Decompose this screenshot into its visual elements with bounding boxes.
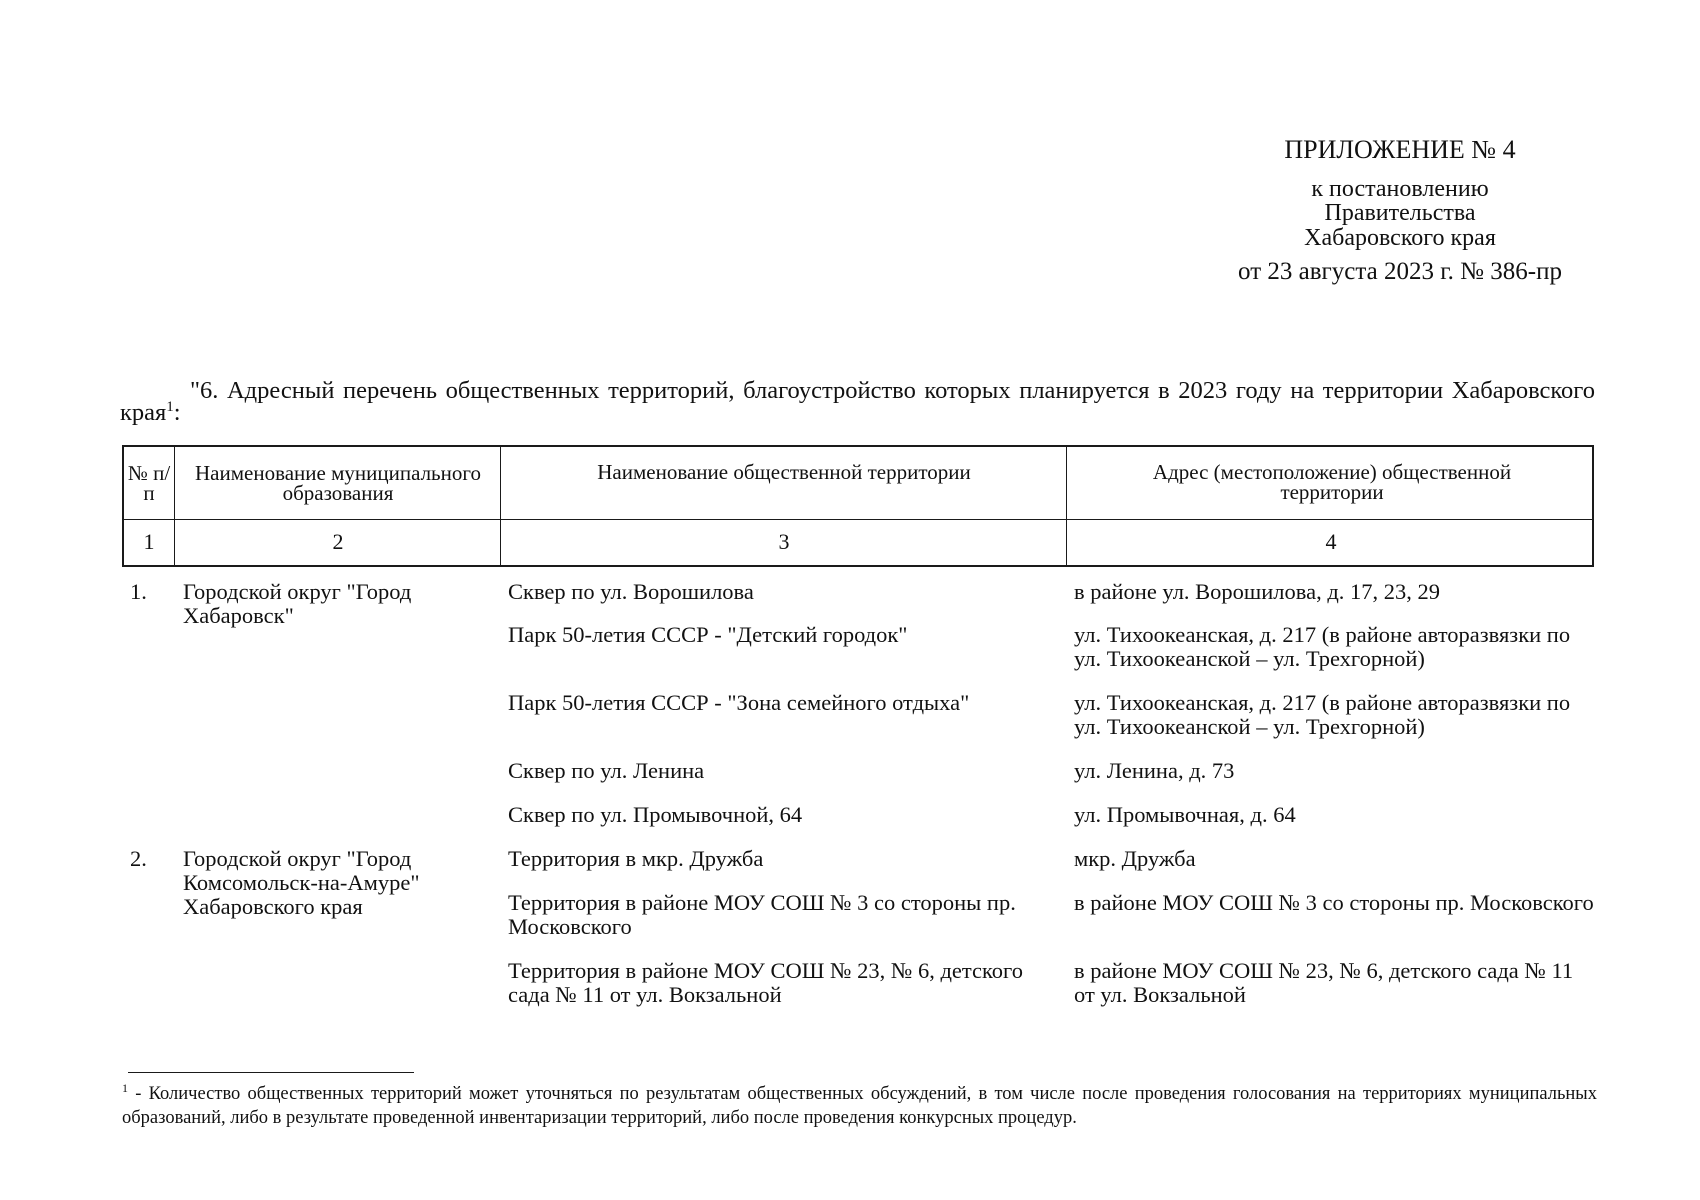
territory-address: ул. Ленина, д. 73 <box>1074 758 1235 783</box>
header-address: Адрес (местоположение) общественной территории <box>1152 460 1512 504</box>
territory-address: в районе МОУ СОШ № 3 со стороны пр. Московского <box>1074 890 1594 915</box>
footnote-text: - Количество общественных территорий может уточняться по результатам общественных обсуждений, в том числе после проведения голосования на территориях муниципальных образований, либо в результате проведенной инвентаризации территорий, либо после проведения конкурсных процедур. <box>122 1084 1597 1128</box>
row-num: 1. <box>130 579 147 604</box>
header-municipality: Наименование муниципального образования <box>195 461 481 505</box>
municipality-name: Городской округ "Город Комсомольск-на-Амуре" Хабаровского края <box>183 846 420 919</box>
territory-name: Территория в мкр. Дружба <box>508 846 764 871</box>
intro-paragraph <box>120 377 1595 426</box>
col-divider-2 <box>500 445 501 567</box>
footnote-mark: 1 <box>122 1080 128 1095</box>
municipality-name: Городской округ "Город Хабаровск" <box>183 579 412 628</box>
territory-address: в районе МОУ СОШ № 23, № 6, детского сада № 11 от ул. Вокзальной <box>1074 958 1574 1007</box>
intro-text: "6. Адресный перечень общественных территорий, благоустройство которых планируется в 2023 году на территории Хабаровского края <box>120 377 1595 426</box>
intro-tail: : <box>173 399 181 426</box>
territory-name: Территория в районе МОУ СОШ № 23, № 6, детского сада № 11 от ул. Вокзальной <box>508 958 1023 1007</box>
col-number-2: 2 <box>332 529 344 554</box>
territory-address: ул. Тихоокеанская, д. 217 (в районе авторазвязки по ул. Тихоокеанской – ул. Трехгорной) <box>1074 690 1571 739</box>
intro-footnote-mark: 1 <box>166 398 174 415</box>
col-divider-1 <box>174 445 175 567</box>
col-divider-3 <box>1066 445 1067 567</box>
territory-address: в районе ул. Ворошилова, д. 17, 23, 29 <box>1074 579 1441 604</box>
col-number-3: 3 <box>778 529 790 554</box>
territory-name: Сквер по ул. Ленина <box>508 758 705 783</box>
territory-name: Сквер по ул. Ворошилова <box>508 579 754 604</box>
territory-name: Парк 50-летия СССР - "Зона семейного отдыха" <box>508 690 970 715</box>
header-num: № п/п <box>127 461 171 505</box>
col-number-1: 1 <box>143 529 155 554</box>
header-divider <box>122 519 1594 520</box>
col-number-4: 4 <box>1325 529 1337 554</box>
territory-address: ул. Промывочная, д. 64 <box>1074 802 1296 827</box>
header-line-2: Правительства <box>1324 200 1476 226</box>
appendix-title: ПРИЛОЖЕНИЕ № 4 <box>1284 135 1516 164</box>
header-territory: Наименование общественной территории <box>597 460 971 484</box>
footnote-separator <box>128 1072 414 1073</box>
territory-name: Парк 50-летия СССР - "Детский городок" <box>508 622 908 647</box>
header-line-1: к постановлению <box>1311 176 1489 202</box>
row-num: 2. <box>130 846 147 871</box>
header-line-3: Хабаровского края <box>1304 225 1496 251</box>
territory-address: мкр. Дружба <box>1074 846 1196 871</box>
footnote <box>122 1082 1597 1130</box>
territory-address: ул. Тихоокеанская, д. 217 (в районе авторазвязки по ул. Тихоокеанской – ул. Трехгорной) <box>1074 622 1571 671</box>
territory-name: Территория в районе МОУ СОШ № 3 со стороны пр. Московского <box>508 890 1016 939</box>
territory-name: Сквер по ул. Промывочной, 64 <box>508 802 803 827</box>
resolution-date: от 23 августа 2023 г. № 386-пр <box>1238 258 1562 285</box>
